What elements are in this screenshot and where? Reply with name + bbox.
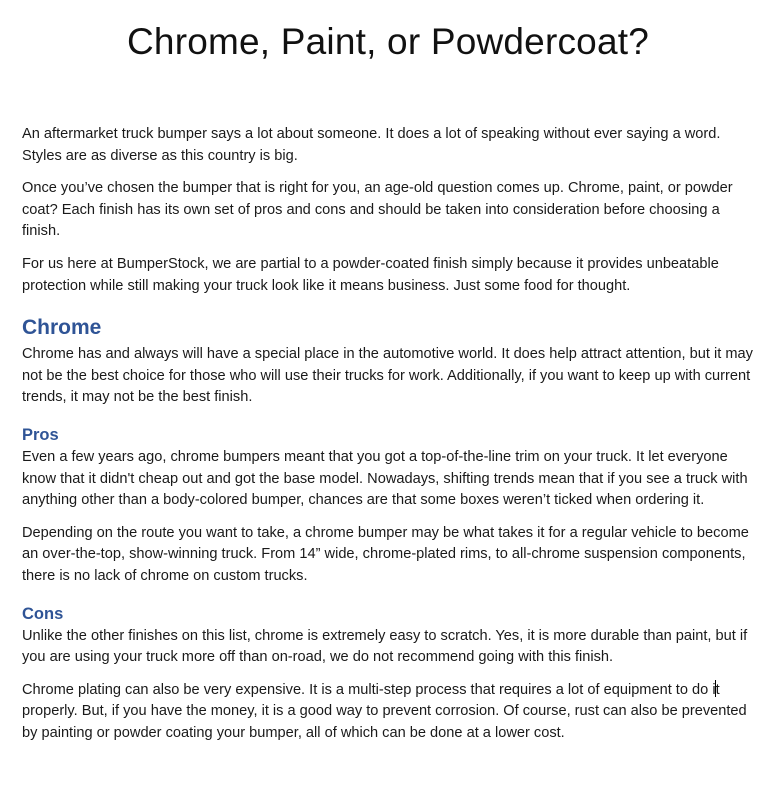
chrome-intro-paragraph: Chrome has and always will have a special place in the automotive world. It does help attract attention, but it may not be the best choice for those who will use their trucks for work. Additionally, if you want to keep up with current trends, it may not be the best finish.	[22, 346, 753, 406]
intro-paragraph-3: For us here at BumperStock, we are partial to a powder-coated finish simply because it provides unbeatable protection while still making your truck look like it means business. Just some food for thought.	[22, 255, 719, 294]
section-heading-chrome: Chrome	[22, 316, 102, 340]
intro-paragraph-2: Once you’ve chosen the bumper that is right for you, an age-old question comes up. Chrome, paint, or powder coat? Each finish has its own set of pros and cons and should be taken into consideration before choosing a finish.	[22, 180, 733, 240]
cons-paragraph-2-text-after-caret: t properly. But, if you have the money, it is a good way to prevent corrosion. Of course, rust can also be prevented by painting or powder coating your bumper, all of which can be done at a lower cost.	[22, 681, 747, 741]
cons-paragraph-1: Unlike the other finishes on this list, chrome is extremely easy to scratch. Yes, it is more durable than paint, but if you are using your truck more off than on-road, we do not recommend going with this finish.	[22, 627, 748, 666]
pros-paragraph-2: Depending on the route you want to take, a chrome bumper may be what takes it for a regular vehicle to become an over-the-top, show-winning truck. From 14” wide, chrome-plated rims, to all-chrome suspension components, there is no lack of chrome on custom trucks.	[22, 524, 749, 584]
cons-paragraph-2	[22, 680, 754, 745]
pros-paragraph-1: Even a few years ago, chrome bumpers meant that you got a top-of-the-line trim on your truck. It let everyone know that it didn't cheap out and got the base model. Nowadays, shifting trends mean that if you see a truck with anything other than a body-colored bumper, chances are that some boxes weren’t ticked when ordering it.	[22, 448, 748, 509]
cons-paragraph-2-text-before-caret: Chrome plating can also be very expensive. It is a multi-step process that requires a lot of equipment to do i	[22, 681, 716, 698]
subheading-cons: Cons	[22, 604, 64, 623]
document-title: Chrome, Paint, or Powdercoat?	[127, 21, 649, 62]
intro-paragraph-1: An aftermarket truck bumper says a lot about someone. It does a lot of speaking without ever saying a word. Styles are as diverse as this country is big.	[22, 126, 721, 164]
subheading-pros: Pros	[22, 425, 59, 444]
